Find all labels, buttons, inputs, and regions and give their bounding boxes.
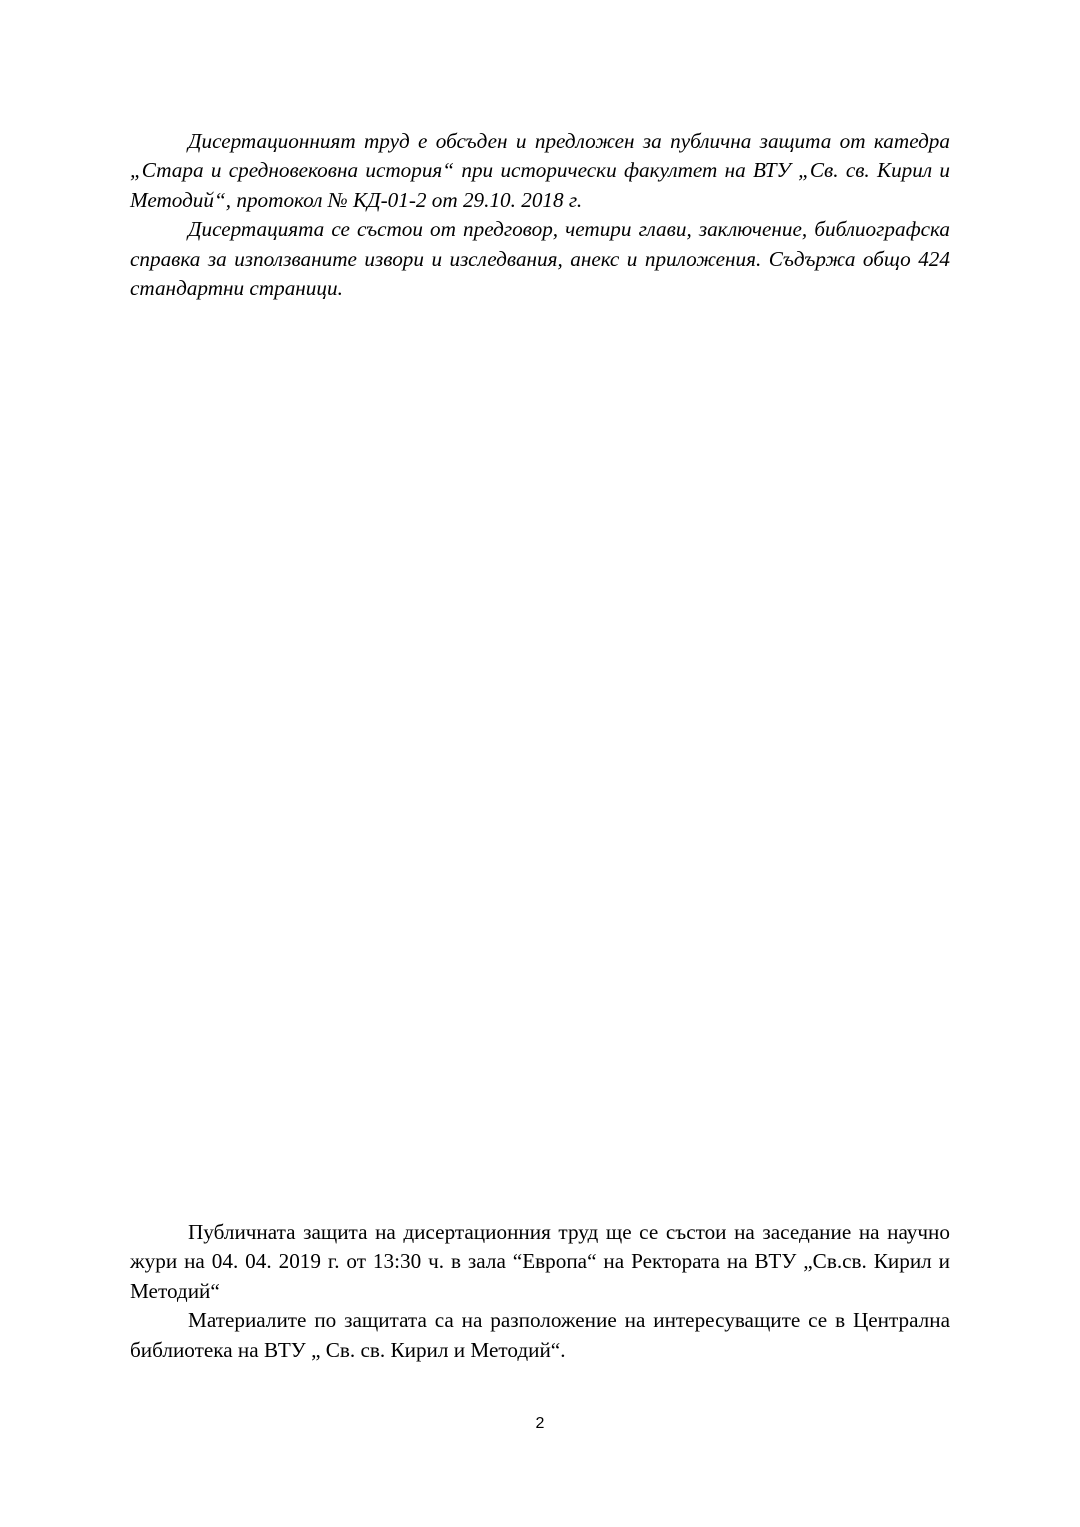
defense-paragraph: Публичната защита на дисертационния труд ще се състои на заседание на научно жури на 04. 04. 2019 г. от 13:30 ч. в зала “Европа“ на Ректората на ВТУ „Св.св. Кирил и Методий“ (130, 1220, 950, 1303)
structure-paragraph: Дисертацията се състои от предговор, четири глави, заключение, библиографска справка за използваните извори и изследвания, анекс и приложения. Съдържа общо 424 стандартни страници. (130, 217, 950, 301)
discussion-paragraph: Дисертационният труд е обсъден и предложен за публична защита от катедра „Стара и средновековна история“ при исторически факултет на ВТУ „Св. св. Кирил и Методий“, протокол № КД-01-2 от 29.10. 2018 г. (130, 129, 950, 212)
defense-info-section (130, 1218, 950, 1365)
page-number: 2 (535, 1415, 545, 1432)
materials-paragraph: Материалите по защитата са на разположение на интересуващите се в Централна библиотека на ВТУ „ Св. св. Кирил и Методий“. (130, 1308, 950, 1362)
dissertation-info-section (130, 127, 950, 303)
